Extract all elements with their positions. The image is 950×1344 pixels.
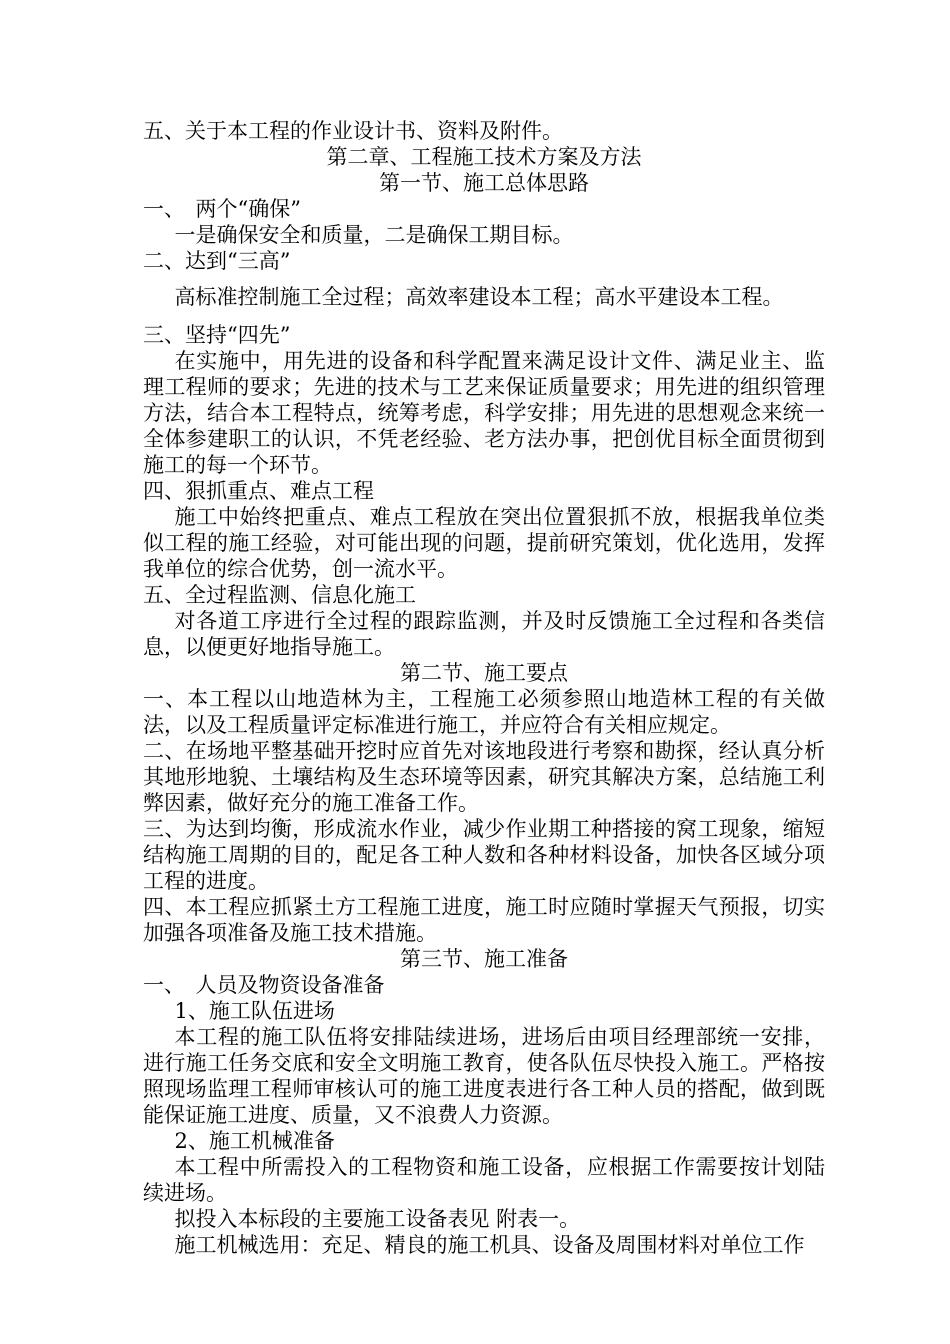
heading-personnel: 一、 人员及物资设备准备 xyxy=(143,973,385,997)
subheading-team-entry: 1、施工队伍进场 xyxy=(174,999,335,1023)
paragraph-three-highs: 高标准控制施工全过程；高效率建设本工程；高水平建设本工程。 xyxy=(174,285,784,309)
paragraph-four-firsts: 在实施中，用先进的设备和科学配置来满足设计文件、满足业主、监理工程师的要求；先进的技术与工艺来保证质量要求；用先进的组织管理方法，结合本工程特点，统筹考虑，科学安排；用先进的思想观念来统一全体参建职工的认识，不凭老经验、老方法办事，把创优目标全面贯彻到施工的每一个环节。 xyxy=(143,349,825,477)
section-title-3: 第三节、施工准备 xyxy=(400,947,568,971)
subheading-machinery: 2、施工机械准备 xyxy=(174,1129,335,1153)
point-1: 一、本工程以山地造林为主，工程施工必须参照山地造林工程的有关做法，以及工程质量评定标准进行施工，并应符合有关相应规定。 xyxy=(143,687,825,737)
heading-three-highs: 二、达到“三高” xyxy=(143,249,291,273)
point-3: 三、为达到均衡，形成流水作业，减少作业期工种搭接的窝工现象，缩短结构施工周期的目的，配足各工种人数和各种材料设备，加快各区域分项工程的进度。 xyxy=(143,817,825,893)
paragraph-machinery: 本工程中所需投入的工程物资和施工设备，应根据工作需要按计划陆续进场。 xyxy=(143,1155,825,1205)
heading-key-projects: 四、狠抓重点、难点工程 xyxy=(143,479,374,503)
paragraph-two-ensures: 一是确保安全和质量，二是确保工期目标。 xyxy=(174,223,574,247)
section-title-1: 第一节、施工总体思路 xyxy=(379,171,589,195)
chapter-title: 第二章、工程施工技术方案及方法 xyxy=(326,145,642,169)
heading-four-firsts: 三、坚持“四先” xyxy=(143,323,291,347)
point-2: 二、在场地平整基础开挖时应首先对该地段进行考察和勘探，经认真分析其地形地貌、土壤结构及生态环境等因素，研究其解决方案，总结施工利弊因素，做好充分的施工准备工作。 xyxy=(143,739,825,815)
heading-monitoring: 五、全过程监测、信息化施工 xyxy=(143,583,416,607)
paragraph-team-entry: 本工程的施工队伍将安排陆续进场，进场后由项目经理部统一安排，进行施工任务交底和安全文明施工教育，使各队伍尽快投入施工。严格按照现场监理工程师审核认可的施工进度表进行各工种人员的搭配，做到既能保证施工进度、质量，又不浪费人力资源。 xyxy=(143,1025,825,1127)
paragraph-machine-selection: 施工机械选用：充足、精良的施工机具、设备及周围材料对单位工作 xyxy=(174,1233,805,1257)
item-attachments: 五、关于本工程的作业设计书、资料及附件。 xyxy=(143,119,563,143)
paragraph-monitoring: 对各道工序进行全过程的跟踪监测，并及时反馈施工全过程和各类信息，以便更好地指导施工。 xyxy=(143,609,825,659)
paragraph-equipment-table: 拟投入本标段的主要施工设备表见 附表一。 xyxy=(174,1207,581,1231)
document-body xyxy=(143,118,825,1258)
paragraph-key-projects: 施工中始终把重点、难点工程放在突出位置狠抓不放，根据我单位类似工程的施工经验，对可能出现的问题，提前研究策划，优化选用，发挥我单位的综合优势，创一流水平。 xyxy=(143,505,825,581)
section-title-2: 第二节、施工要点 xyxy=(400,661,568,685)
heading-two-ensures: 一、 两个“确保” xyxy=(143,197,301,221)
point-4: 四、本工程应抓紧土方工程施工进度，施工时应随时掌握天气预报，切实加强各项准备及施工技术措施。 xyxy=(143,895,825,945)
